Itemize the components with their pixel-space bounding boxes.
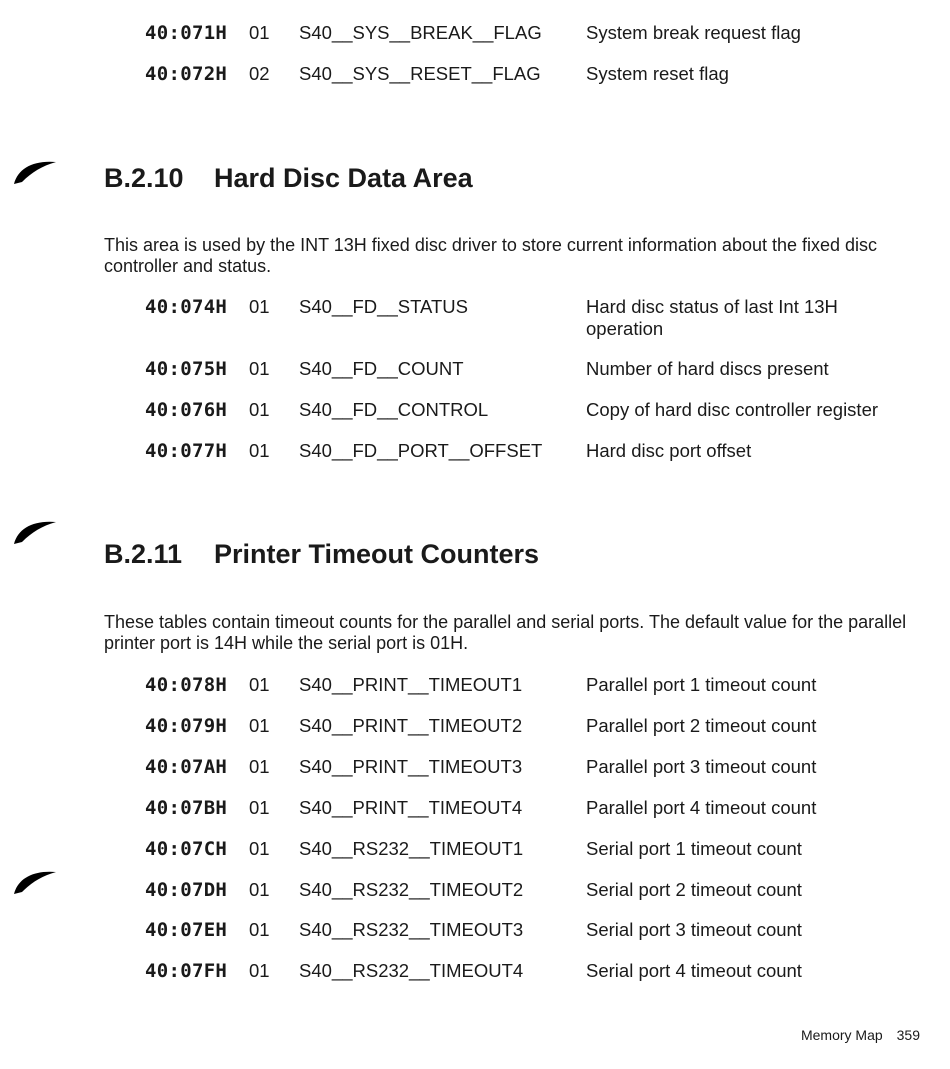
section-heading	[104, 538, 539, 570]
byte-size: 01	[249, 756, 270, 777]
variable-name: S40__SYS__RESET__FLAG	[299, 63, 541, 84]
byte-size: 01	[249, 440, 270, 461]
section-intro: These tables contain timeout counts for the parallel and serial ports. The default value for the parallel printer port is 14H while the serial port is 01H.	[104, 612, 907, 653]
memory-address: 40:078H	[145, 674, 228, 696]
memory-address: 40:07EH	[145, 919, 228, 941]
binder-hole-mark-1	[12, 156, 62, 188]
variable-name: S40__SYS__BREAK__FLAG	[299, 22, 542, 43]
description: Serial port 3 timeout count	[586, 919, 802, 940]
variable-name: S40__PRINT__TIMEOUT2	[299, 715, 523, 736]
description: Parallel port 2 timeout count	[586, 715, 817, 736]
section-title: Printer Timeout Counters	[214, 539, 540, 569]
description: Hard disc status of last Int 13H operation	[586, 296, 838, 339]
description: Serial port 2 timeout count	[586, 879, 802, 900]
variable-name: S40__PRINT__TIMEOUT4	[299, 797, 523, 818]
byte-size: 01	[249, 960, 270, 981]
memory-address: 40:071H	[145, 22, 228, 44]
byte-size: 01	[249, 879, 270, 900]
footer-section-name: Memory Map	[800, 1027, 883, 1043]
section-intro: This area is used by the INT 13H fixed disc driver to store current information about the fixed disc controller and status.	[104, 235, 878, 276]
description: Parallel port 4 timeout count	[586, 797, 817, 818]
description: Number of hard discs present	[586, 358, 829, 379]
variable-name: S40__PRINT__TIMEOUT3	[299, 756, 523, 777]
binder-hole-mark-3	[12, 866, 62, 898]
description: System reset flag	[586, 63, 729, 84]
byte-size: 02	[249, 63, 270, 84]
memory-address: 40:075H	[145, 358, 228, 380]
variable-name: S40__RS232__TIMEOUT2	[299, 879, 524, 900]
variable-name: S40__RS232__TIMEOUT3	[299, 919, 524, 940]
variable-name: S40__FD__CONTROL	[299, 399, 489, 420]
variable-name: S40__FD__PORT__OFFSET	[299, 440, 543, 461]
byte-size: 01	[249, 919, 270, 940]
byte-size: 01	[249, 296, 270, 317]
description: Copy of hard disc controller register	[586, 399, 879, 420]
section-title: Hard Disc Data Area	[214, 163, 473, 193]
memory-address: 40:079H	[145, 715, 228, 737]
variable-name: S40__FD__STATUS	[299, 296, 468, 317]
memory-address: 40:07BH	[145, 797, 228, 819]
memory-address: 40:076H	[145, 399, 228, 421]
page-footer	[780, 1027, 920, 1043]
description: Serial port 1 timeout count	[586, 838, 802, 859]
memory-address: 40:07DH	[145, 879, 228, 901]
byte-size: 01	[249, 674, 270, 695]
description: Serial port 4 timeout count	[586, 960, 802, 981]
variable-name: S40__FD__COUNT	[299, 358, 464, 379]
byte-size: 01	[249, 399, 270, 420]
memory-address: 40:072H	[145, 63, 228, 85]
byte-size: 01	[249, 715, 270, 736]
variable-name: S40__RS232__TIMEOUT1	[299, 838, 524, 859]
variable-name: S40__PRINT__TIMEOUT1	[299, 674, 523, 695]
section-heading	[104, 162, 473, 194]
memory-address: 40:07AH	[145, 756, 228, 778]
byte-size: 01	[249, 797, 270, 818]
byte-size: 01	[249, 358, 270, 379]
binder-hole-mark-2	[12, 516, 62, 548]
description: System break request flag	[586, 22, 801, 43]
variable-name: S40__RS232__TIMEOUT4	[299, 960, 524, 981]
byte-size: 01	[249, 22, 270, 43]
description: Hard disc port offset	[586, 440, 752, 461]
memory-address: 40:07FH	[145, 960, 228, 982]
memory-address: 40:077H	[145, 440, 228, 462]
description: Parallel port 3 timeout count	[586, 756, 817, 777]
section-number: B.2.11	[104, 539, 183, 569]
memory-address: 40:074H	[145, 296, 228, 318]
section-number: B.2.10	[104, 163, 184, 193]
memory-address: 40:07CH	[145, 838, 228, 860]
byte-size: 01	[249, 838, 270, 859]
description: Parallel port 1 timeout count	[586, 674, 817, 695]
page-number: 359	[896, 1027, 920, 1043]
